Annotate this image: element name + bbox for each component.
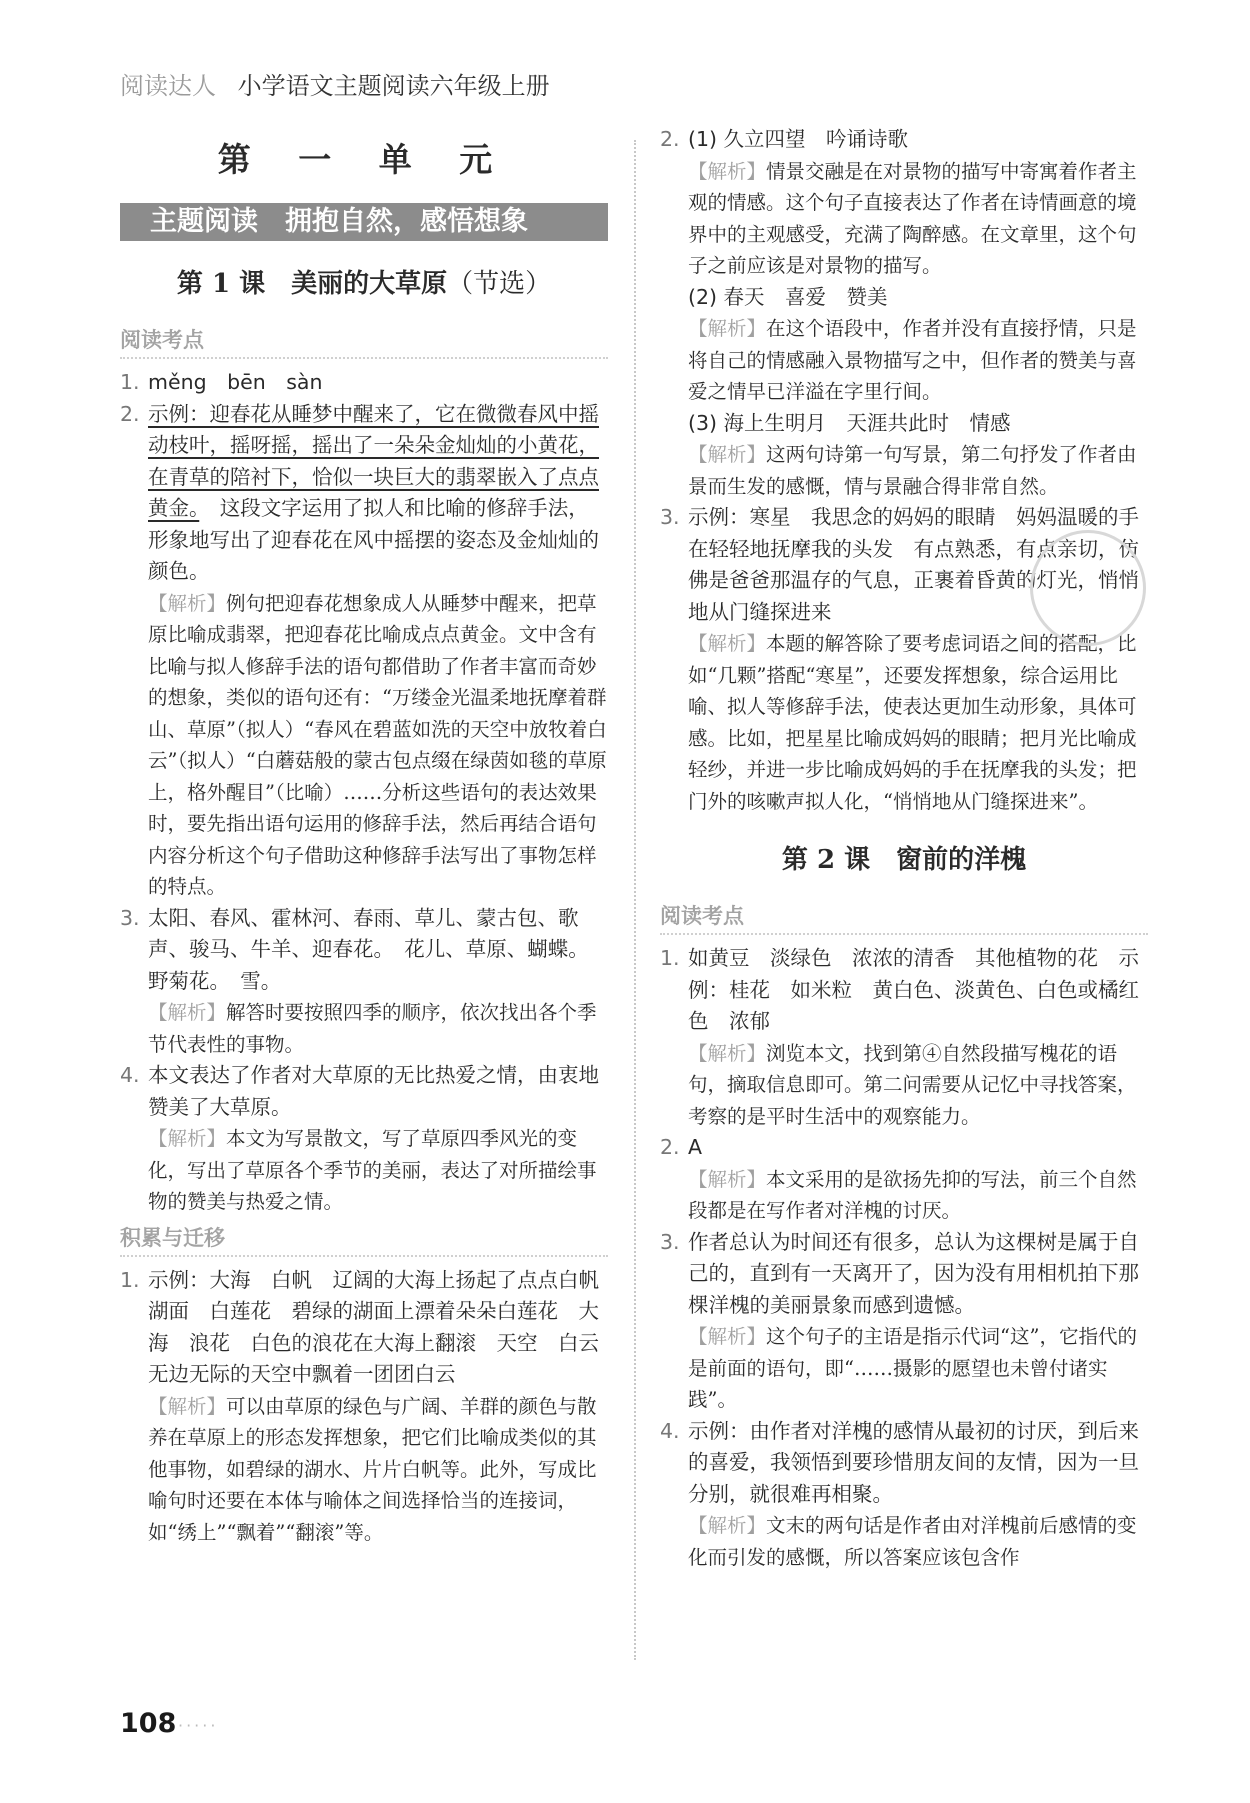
section-read-points: 阅读考点 [660, 900, 1148, 935]
analysis-tag: 【解析】 [688, 1325, 767, 1348]
lesson-1-sub: （节选） [447, 269, 552, 299]
answer-item [120, 903, 608, 998]
analysis-text: 浏览本文，找到第④自然段描写槐花的语句，摘取信息即可。第二问需要从记忆中寻找答案，考察的是平时生活中的观察能力。 [688, 1041, 1137, 1128]
underlined-example: 示例：迎春花从睡梦中醒来了，它在微微春风中摇动枝叶，摇呀摇，摇出了一朵朵金灿灿的小黄花，在青草的陪衬下，恰似一块巨大的翡翠嵌入了点点黄金。 [148, 401, 599, 520]
item-number: 4. [120, 1063, 140, 1087]
item-number: 1. [120, 370, 140, 394]
analysis-text: 在这个语段中，作者并没有直接抒情，只是将自己的情感融入景物描写之中，但作者的赞美与喜爱之情早已洋溢在字里行间。 [688, 317, 1137, 403]
analysis-tag: 【解析】 [148, 1001, 227, 1024]
item-number: 2. [660, 127, 680, 151]
analysis [120, 1123, 608, 1218]
answer-text: 本文表达了作者对大草原的无比热爱之情，由衷地赞美了大草原。 [148, 1063, 599, 1119]
item-number: 3. [660, 505, 680, 529]
sub-answer: (3) 海上生明月 天涯共此时 情感 [688, 410, 1011, 435]
analysis [660, 1164, 1148, 1227]
page-dots: ····· [178, 1716, 219, 1735]
column-divider [634, 140, 636, 1660]
analysis-tag: 【解析】 [148, 591, 227, 615]
answer-text: 示例：由作者对洋槐的感情从最初的讨厌，到后来的喜爱，我领悟到要珍惜朋友间的友情，因为一旦分别，就很难再相聚。 [688, 1418, 1139, 1506]
answer-text: 示例：大海 白帆 辽阔的大海上扬起了点点白帆 湖面 白莲花 碧绿的湖面上漂着朵朵白莲花 大海 浪花 白色的浪花在大海上翻滚 天空 白云 无边无际的天空中飘着一团团白云 [148, 1267, 620, 1386]
book-title: 小学语文主题阅读六年级上册 [237, 72, 550, 100]
answer-item [660, 1227, 1148, 1322]
item-number: 3. [120, 905, 140, 930]
answer-item [660, 943, 1148, 1038]
analysis-tag: 【解析】 [688, 443, 767, 466]
analysis-text: 本题的解答除了要考虑词语之间的搭配，比如“几颗”搭配“寒星”，还要发挥想象，综合运用比喻、拟人等修辞手法，使表达更加生动形象，具体可感。比如，把星星比喻成妈妈的眼睛；把月光比喻成轻纱，并进一步比喻成妈妈的手在抚摩我的头发；把门外的咳嗽声拟人化，“悄悄地从门缝探进来”。 [688, 632, 1137, 813]
sub-answer: (2) 春天 喜爱 赞美 [688, 284, 888, 309]
lesson-1-main: 第 1 课 美丽的大草原 [176, 269, 448, 299]
answer-text: 太阳、春风、霍林河、春雨、草儿、蒙古包、歌声、骏马、牛羊、迎春花。 花儿、草原、蝴蝶。 野菊花。 雪。 [148, 905, 599, 993]
analysis-text: 本文为写景散文，写了草原四季风光的变化，写出了草原各个季节的美丽，表达了对所描绘事物的赞美与热爱之情。 [148, 1127, 597, 1213]
lesson-2-title: 第 2 课 窗前的洋槐 [781, 845, 1027, 875]
analysis-tag: 【解析】 [148, 1127, 227, 1150]
item-number: 2. [660, 1135, 680, 1159]
item-number: 3. [660, 1229, 680, 1254]
analysis-text: 本文采用的是欲扬先抑的写法，前三个自然段都是在写作者对洋槐的讨厌。 [688, 1167, 1137, 1222]
analysis [660, 439, 1148, 502]
answer-item [120, 1060, 608, 1123]
analysis-text: 解答时要按照四季的顺序，依次找出各个季节代表性的事物。 [148, 1001, 597, 1056]
section-read-points: 阅读考点 [120, 324, 608, 359]
left-column [120, 124, 620, 1548]
answer-item [120, 367, 608, 399]
item-number: 1. [660, 946, 680, 970]
answer-text: 示例：寒星 我思念的妈妈的眼睛 妈妈温暖的手在轻轻地抚摩我的头发 有点熟悉，有点亲切，仿佛是爸爸那温存的气息，正裹着昏黄的灯光，悄悄地从门缝探进来 [688, 505, 1139, 624]
answer-text: 作者总认为时间还有很多，总认为这棵树是属于自己的，直到有一天离开了，因为没有用相机拍下那棵洋槐的美丽景象而感到遗憾。 [688, 1229, 1139, 1317]
item-number: 4. [660, 1418, 680, 1443]
analysis-tag: 【解析】 [688, 159, 767, 183]
analysis-tag: 【解析】 [688, 1167, 767, 1191]
analysis-tag: 【解析】 [688, 632, 767, 655]
analysis [660, 156, 1148, 282]
analysis [120, 997, 608, 1060]
item-number: 1. [120, 1267, 140, 1292]
analysis [660, 1510, 1148, 1573]
analysis-text: 例句把迎春花想象成人从睡梦中醒来，把草原比喻成翡翠，把迎春花比喻成点点黄金。文中含有比喻与拟人修辞手法的语句都借助了作者丰富而奇妙的想象，类似的语句还有：“万缕金光温柔地抚摩着群山、草原”（拟人）“春风在碧蓝如洗的天空中放牧着白云”（拟人）“白蘑菇般的蒙古包点缀在绿茵如毯的草原上，格外醒目”（比喻）……分析这些语句的表达效果时，要先指出语句运用的修辞手法，然后再结合语句内容分析这个句子借助这种修辞手法写出了事物怎样的特点。 [148, 591, 607, 898]
analysis-text: 可以由草原的绿色与广阔、羊群的颜色与散养在草原上的形态发挥想象，把它们比喻成类似的其他事物，如碧绿的湖水、片片白帆等。此外，写成比喻句时还要在本体与喻体之间选择恰当的连接词，如“绣上”“飘着”“翻滚”等。 [148, 1394, 597, 1544]
unit-title: 第 一 单 元 [217, 140, 511, 179]
analysis-tag: 【解析】 [148, 1394, 227, 1418]
analysis-tag: 【解析】 [688, 1514, 767, 1537]
answer-text [148, 399, 608, 588]
analysis [120, 588, 608, 903]
analysis [660, 628, 1148, 817]
answer-text: A [688, 1135, 703, 1159]
analysis-text: 文末的两句话是作者由对洋槐前后感情的变化而引发的感慨，所以答案应该包含作 [688, 1514, 1137, 1569]
answer-text: (1) 久立四望 吟诵诗歌 [688, 127, 909, 151]
page-header [120, 66, 550, 101]
right-column [660, 124, 1148, 1573]
answer-item [660, 1132, 1148, 1164]
analysis [660, 1321, 1148, 1416]
page-number: 108 [120, 1708, 177, 1739]
brand-label: 阅读达人 [120, 72, 216, 100]
answer-item [660, 124, 1148, 156]
answer-item [660, 1416, 1148, 1511]
answer-text: 如黄豆 淡绿色 浓浓的清香 其他植物的花 示例：桂花 如米粒 黄白色、淡黄色、白色或橘红色 浓郁 [688, 946, 1139, 1033]
theme-band: 主题阅读 拥抱自然，感悟想象 [120, 203, 608, 241]
analysis-text: 这两句诗第一句写景，第二句抒发了作者由景而生发的感慨，情与景融合得非常自然。 [688, 443, 1137, 498]
answer-text: měng bēn sàn [148, 370, 323, 394]
analysis-tag: 【解析】 [688, 317, 767, 340]
section-accumulation: 积累与迁移 [120, 1222, 608, 1257]
item-number: 2. [120, 401, 140, 426]
analysis-tag: 【解析】 [688, 1041, 767, 1065]
answer-item [120, 399, 608, 588]
analysis [660, 1038, 1148, 1133]
answer-rest: 这段文字运用了拟人和比喻的修辞手法，形象地写出了迎春花在风中摇摆的姿态及金灿灿的颜色。 [148, 496, 599, 583]
answer-item [120, 1265, 620, 1391]
analysis [660, 313, 1148, 408]
analysis-text: 这个句子的主语是指示代词“这”，它指代的是前面的语句，即“……摄影的愿望也未曾付诸实践”。 [688, 1325, 1137, 1411]
lesson-1-title [120, 263, 608, 300]
analysis-text: 情景交融是在对景物的描写中寄寓着作者主观的情感。这个句子直接表达了作者在诗情画意的境界中的主观感受，充满了陶醉感。在文章里，这个句子之前应该是对景物的描写。 [688, 159, 1137, 277]
watermark-stamp [1030, 530, 1146, 646]
analysis [120, 1391, 608, 1549]
